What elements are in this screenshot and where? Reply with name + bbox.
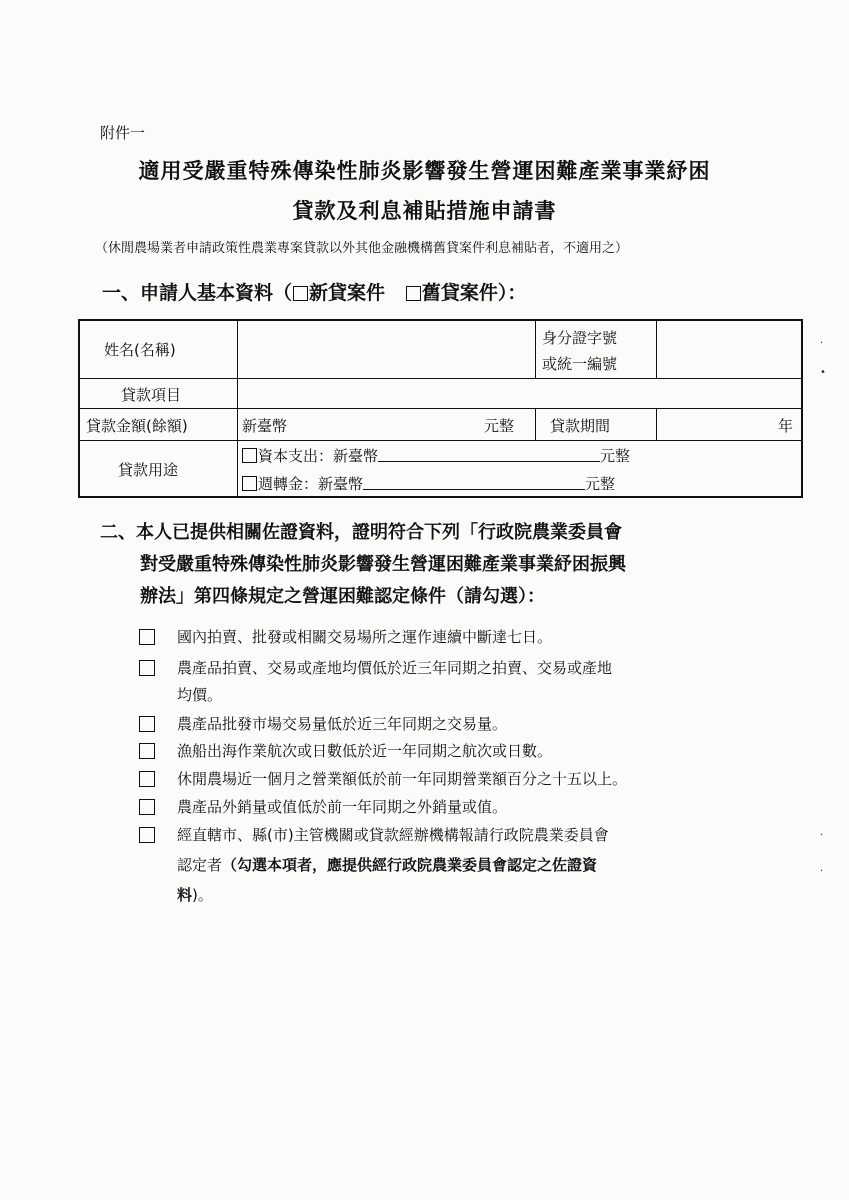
form-title-line2: 貸款及利息補貼措施申請書 — [292, 199, 557, 223]
id-label-1: 身分證字號 — [542, 329, 618, 347]
applicability-note: （休閒農場業者申請政策性農業專案貸款以外其他金融機構舊貸案件利息補貼者，不適用之） — [95, 241, 629, 256]
condition-7-plain: 認定者 — [177, 856, 223, 874]
condition-checkbox-6[interactable] — [139, 799, 155, 815]
id-label-2: 或統一編號 — [542, 355, 618, 373]
scan-speck: • — [820, 367, 826, 378]
col-divider — [656, 321, 657, 379]
col-divider — [535, 408, 536, 440]
condition-7-text-end — [177, 882, 213, 908]
name-label: 姓名(名稱) — [104, 341, 176, 359]
id-number-field[interactable] — [663, 325, 793, 373]
col-divider — [656, 408, 657, 440]
row-divider — [80, 378, 801, 379]
condition-6-text: 農產品外銷量或值低於前一年同期之外銷量或值。 — [177, 798, 508, 816]
section2-line3: 辦法」第四條規定之營運困難認定條件（請勾選）： — [140, 586, 545, 607]
form-title-line1: 適用受嚴重特殊傳染性肺炎影響發生營運困難產業事業紓困 — [138, 159, 711, 183]
capex-amount-field[interactable] — [378, 447, 600, 462]
condition-checkbox-7[interactable] — [139, 827, 155, 843]
condition-3-text: 農產品批發市場交易量低於近三年同期之交易量。 — [177, 715, 508, 733]
loan-item-field[interactable] — [248, 382, 788, 404]
section1-title: 一、申請人基本資料（ — [102, 282, 293, 304]
condition-checkbox-1[interactable] — [139, 629, 155, 645]
attachment-label: 附件一 — [100, 124, 146, 142]
row-divider — [80, 440, 801, 441]
col-divider — [535, 321, 536, 379]
working-capital-checkbox[interactable] — [242, 476, 257, 491]
old-loan-checkbox[interactable] — [406, 286, 421, 301]
condition-checkbox-3[interactable] — [139, 716, 155, 732]
working-capital-row — [241, 473, 615, 494]
condition-5-text: 休閒農場近一個月之營業額低於前一年同期營業額百分之十五以上。 — [177, 770, 628, 788]
condition-7-text: 經直轄市、縣(市)主管機關或貸款經辦機構報請行政院農業委員會 — [177, 826, 609, 844]
capex-label: 資本支出：新臺幣 — [258, 447, 379, 465]
amount-suffix: 元整 — [484, 417, 515, 435]
section1-heading-end: ）： — [497, 282, 527, 304]
scan-speck: · — [820, 830, 824, 841]
loan-period-field[interactable] — [663, 413, 773, 435]
col-divider — [237, 321, 238, 496]
condition-2-text: 農產品拍賣、交易或產地均價低於近三年同期之拍賣、交易或產地 — [177, 659, 613, 677]
capex-row — [241, 445, 630, 466]
scan-speck: · — [820, 866, 824, 877]
name-field[interactable] — [248, 325, 528, 373]
capex-checkbox[interactable] — [242, 448, 257, 463]
condition-7-close: )。 — [192, 886, 213, 904]
condition-checkbox-2[interactable] — [139, 660, 155, 676]
scan-speck: · — [820, 338, 824, 349]
amount-currency-prefix: 新臺幣 — [242, 417, 288, 435]
working-capital-label: 週轉金：新臺幣 — [258, 475, 364, 493]
loan-purpose-label: 貸款用途 — [118, 461, 179, 479]
section2-line1: 二、本人已提供相關佐證資料，證明符合下列「行政院農業委員會 — [100, 522, 622, 543]
applicant-info-table — [78, 319, 803, 498]
condition-7-bold-end: 料 — [177, 886, 193, 904]
condition-7-text-cont — [177, 852, 597, 878]
section1-heading — [102, 278, 526, 305]
condition-checkbox-4[interactable] — [139, 743, 155, 759]
new-loan-checkbox[interactable] — [293, 286, 308, 301]
loan-amount-label: 貸款金額(餘額) — [86, 417, 188, 435]
condition-1-text: 國內拍賣、批發或相關交易場所之運作連續中斷達七日。 — [177, 628, 553, 646]
condition-2-text-cont: 均價。 — [177, 686, 223, 704]
loan-item-label: 貸款項目 — [121, 386, 182, 404]
working-capital-amount-field[interactable] — [363, 475, 585, 490]
capex-suffix: 元整 — [600, 447, 631, 465]
condition-checkbox-5[interactable] — [139, 771, 155, 787]
working-capital-suffix: 元整 — [585, 475, 616, 493]
old-loan-label: 舊貸案件 — [421, 282, 498, 304]
row-divider — [80, 408, 801, 409]
condition-7-bold-note: （勾選本項者，應提供經行政院農業委員會認定之佐證資 — [222, 856, 598, 874]
period-unit: 年 — [778, 417, 794, 435]
section2-line2: 對受嚴重特殊傳染性肺炎影響發生營運困難產業事業紓困振興 — [140, 554, 626, 575]
loan-amount-field[interactable] — [298, 413, 478, 435]
condition-4-text: 漁船出海作業航次或日數低於近一年同期之航次或日數。 — [177, 742, 553, 760]
loan-period-label: 貸款期間 — [550, 417, 611, 435]
section2-heading — [100, 517, 626, 613]
new-loan-label: 新貸案件 — [309, 282, 386, 304]
